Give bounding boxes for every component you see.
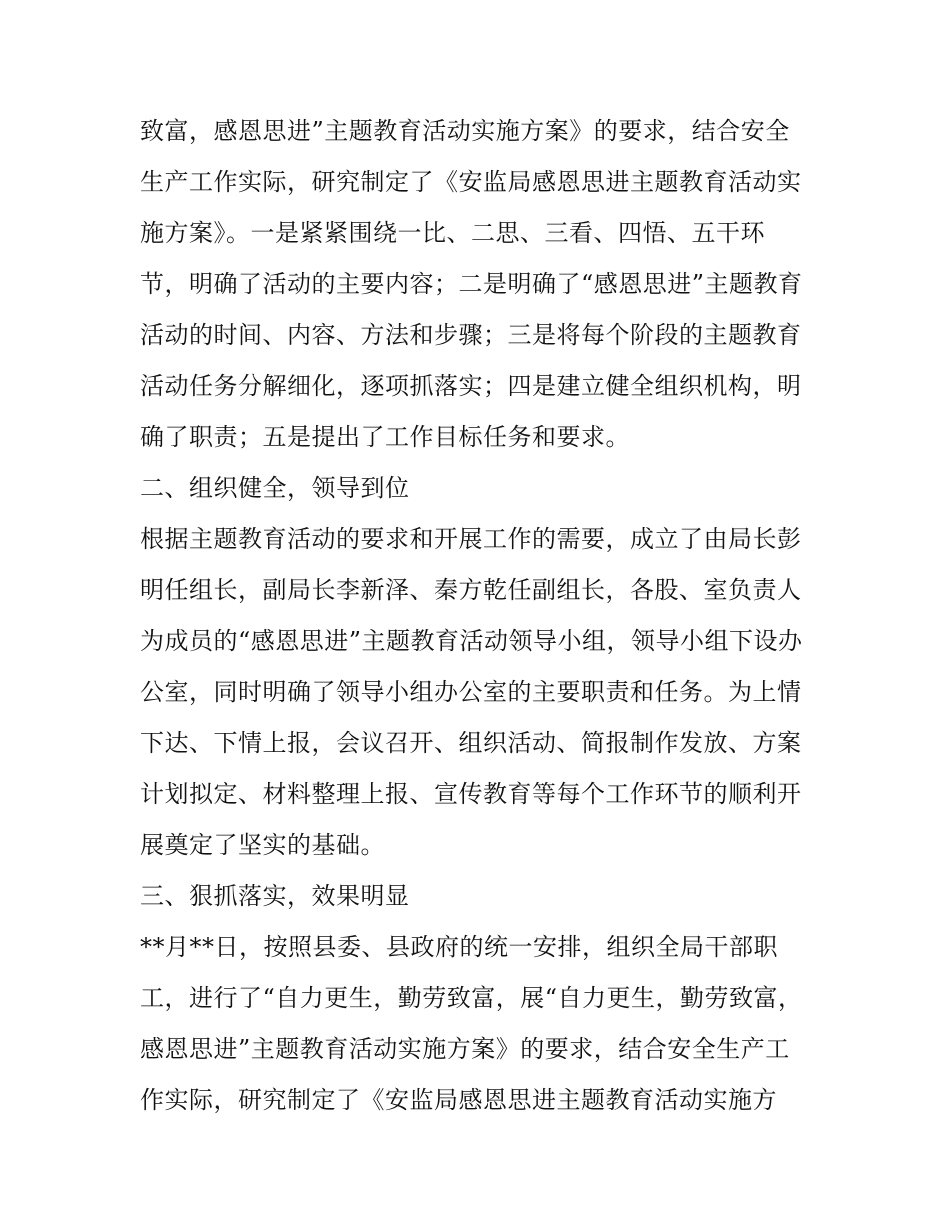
body-text-line: 计划拟定、材料整理上报、宣传教育等每个工作环节的顺利开 [140, 780, 802, 808]
body-text-line: 明任组长，副局长李新泽、秦方乾任副组长，各股、室负责人 [140, 576, 802, 604]
body-text-line: 施方案》。一是紧紧围绕一比、二思、三看、四悟、五干环 [140, 219, 765, 247]
body-text-line: 工，进行了“自力更生，勤劳致富，展“自力更生，勤劳致富， [140, 984, 803, 1012]
body-text-line: 为成员的“感恩思进”主题教育活动领导小组，领导小组下设办 [140, 627, 803, 655]
body-text-line: 生产工作实际，研究制定了《安监局感恩思进主题教育活动实 [140, 168, 802, 196]
body-text-line: 确了职责；五是提出了工作目标任务和要求。 [140, 423, 630, 451]
body-text-line: 根据主题教育活动的要求和开展工作的需要，成立了由局长彭 [140, 525, 802, 553]
body-text-line: **月**日，按照县委、县政府的统一安排，组织全局干部职 [140, 933, 778, 961]
body-text-line: 节，明确了活动的主要内容；二是明确了“感恩思进”主题教育 [140, 270, 803, 298]
body-text-line: 展奠定了坚实的基础。 [140, 831, 385, 859]
body-text-line: 活动任务分解细化，逐项抓落实；四是建立健全组织机构，明 [140, 372, 802, 400]
body-text-line: 致富，感恩思进”主题教育活动实施方案》的要求，结合安全 [140, 117, 790, 145]
body-text-line: 感恩思进”主题教育活动实施方案》的要求，结合安全生产工 [140, 1035, 790, 1063]
body-text-line: 作实际，研究制定了《安监局感恩思进主题教育活动实施方 [140, 1086, 777, 1114]
section-heading-3: 三、狠抓落实，效果明显 [140, 882, 410, 910]
body-text-line: 下达、下情上报，会议召开、组织活动、简报制作发放、方案 [140, 729, 802, 757]
body-text-line: 活动的时间、内容、方法和步骤；三是将每个阶段的主题教育 [140, 321, 802, 349]
section-heading-2: 二、组织健全，领导到位 [140, 474, 410, 502]
document-body [140, 106, 820, 1126]
body-text-line: 公室，同时明确了领导小组办公室的主要职责和任务。为上情 [140, 678, 802, 706]
